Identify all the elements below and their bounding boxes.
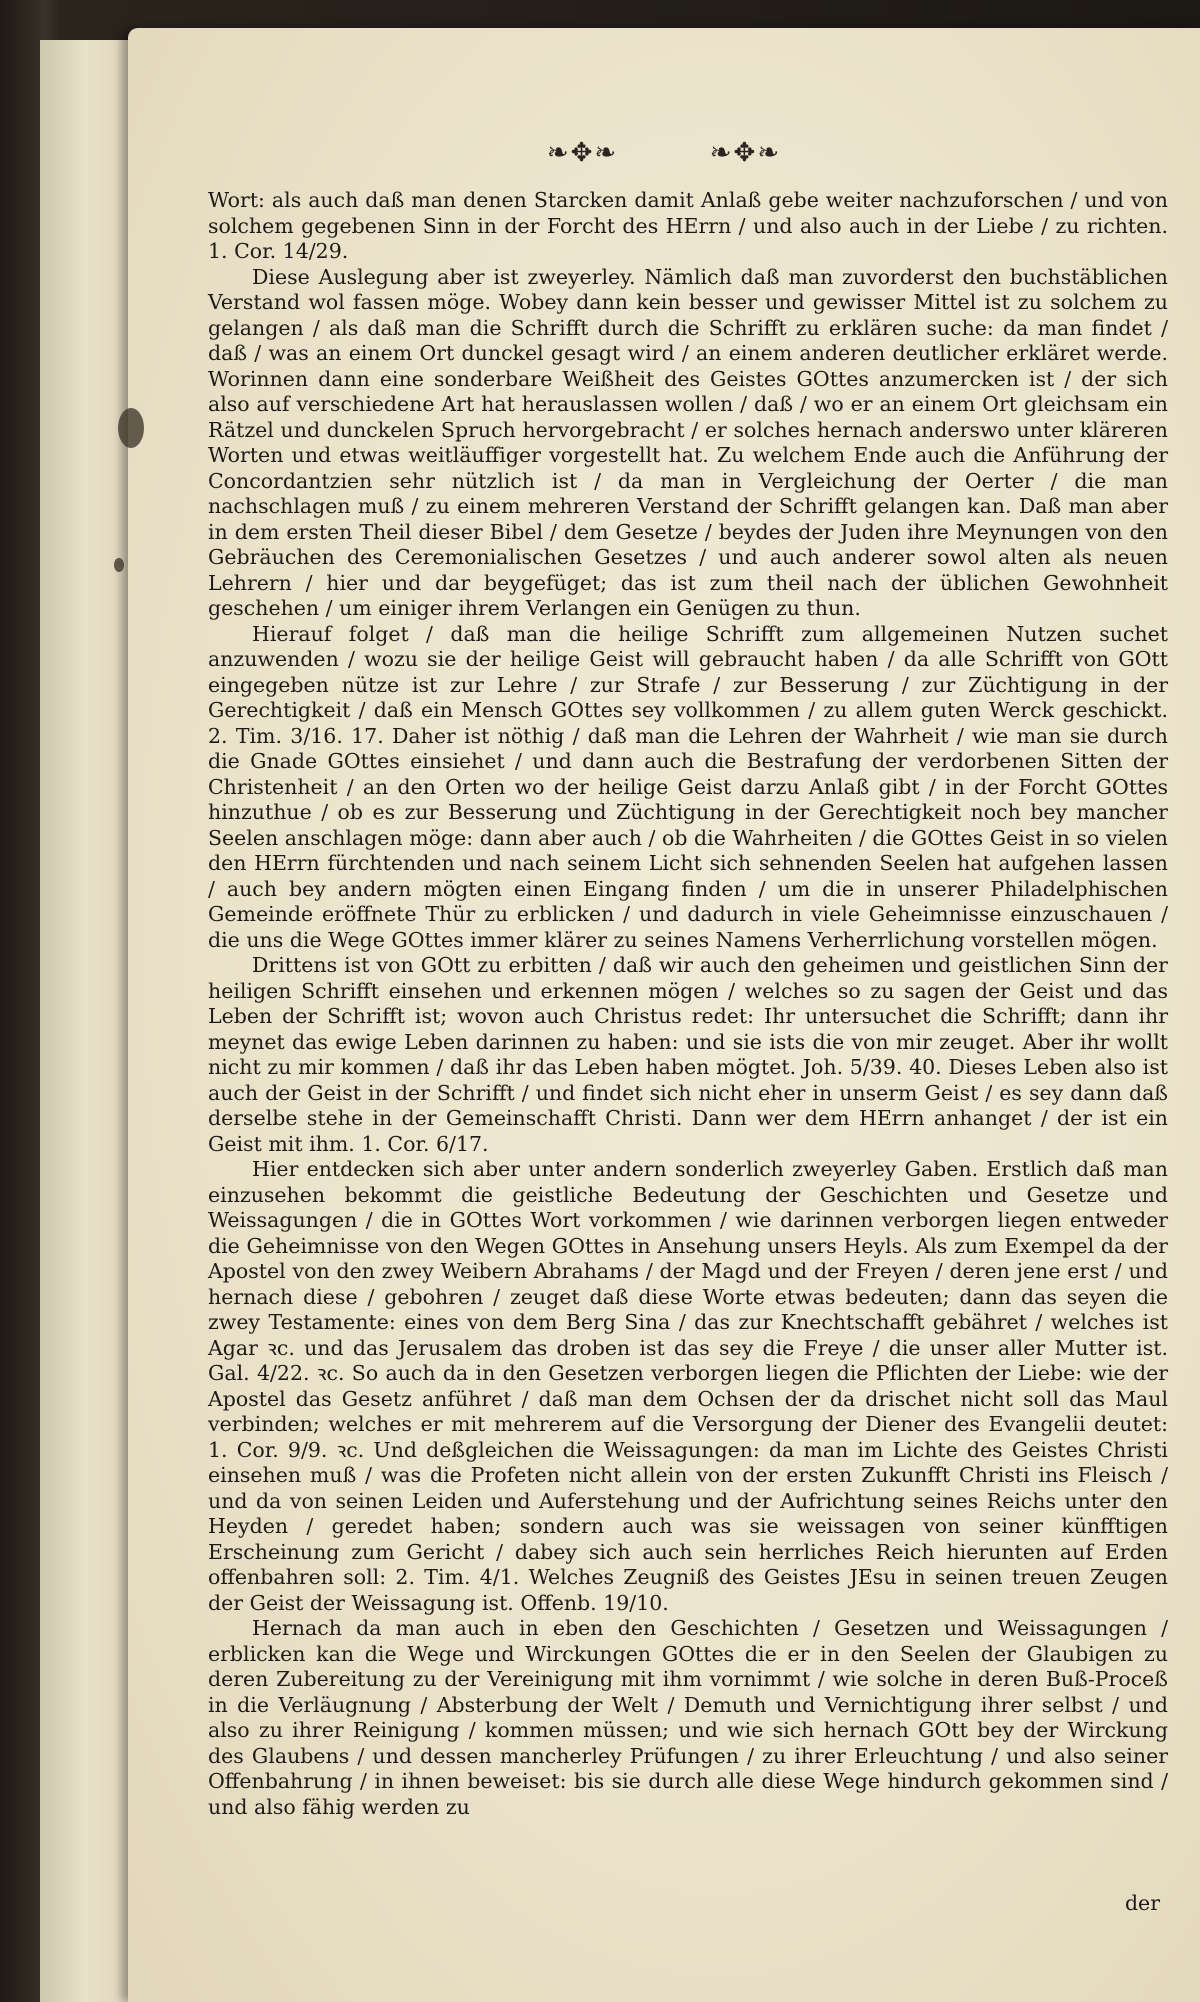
body-text	[208, 188, 1168, 1820]
paragraph-continuation: Wort: als auch daß man denen Starcken damit Anlaß gebe weiter nachzuforschen / und von solchem gegebenen Sinn in der Forcht des HErrn / und also auch in der Liebe / zu richten. 1. Cor. 14/29.	[208, 188, 1168, 263]
paragraph-drittens: Drittens ist von GOtt zu erbitten / daß wir auch den geheimen und geistlichen Sinn der heiligen Schrifft einsehen und erkennen mögen / welches so zu sagen der Geist und das Leben der Schrifft ist; wovon auch Christus redet: Ihr untersuchet die Schrifft; dann ihr meynet das ewige Leben darinnen zu haben: und sie ists die von mir zeuget. Aber ihr wollt nicht zu mir kommen / daß ihr das Leben haben mögtet. Joh. 5/39. 40. Dieses Leben also ist auch der Geist in der Schrifft / und findet sich nicht eher in unserm Geist / es sey dann daß derselbe stehe in der Gemeinschafft Christi. Dann wer dem HErrn anhanget / der ist ein Geist mit ihm. 1. Cor. 6/17.	[208, 953, 1168, 1156]
fleuron-right-icon: ❧✥❧	[709, 138, 782, 168]
paragraph-hernach: Hernach da man auch in eben den Geschichten / Gesetzen und Weissagungen / erblicken kan die Wege und Wirckungen GOttes die er in den Seelen der Glaubigen zu deren Zubereitung zu der Vereinigung mit ihm vornimmt / wie solche in deren Buß-Proceß in die Verläugnung / Absterbung der Welt / Demuth und Vernichtigung ihrer selbst / und also zu ihrer Reinigung / kommen müssen; und wie sich hernach GOtt bey der Wirckung des Glaubens / und dessen mancherley Prüfungen / zu ihrer Erleuchtung / und also seiner Offenbahrung / in ihnen beweiset: bis sie durch alle diese Wege hindurch gekommen sind / und also fähig werden zu	[208, 1616, 1168, 1819]
ink-stain	[114, 558, 124, 572]
fleuron-left-icon: ❧✥❧	[546, 138, 619, 168]
paragraph-auslegung: Diese Auslegung aber ist zweyerley. Nämlich daß man zuvorderst den buchstäblichen Verstand wol fassen möge. Wobey dann kein besser und gewisser Mittel ist zu solchem zu gelangen / als daß man die Schrifft durch die Schrifft zu erklären suche: da man findet / daß / was an einem Ort dunckel gesagt wird / an einem anderen deutlicher erkläret werde. Worinnen dann eine sonderbare Weißheit des Geistes GOttes anzumercken ist / der sich also auf verschiedene Art hat herauslassen wollen / daß / wo er an einem Ort gleichsam ein Rätzel und dunckelen Spruch hervorgebracht / er solches hernach anderswo unter kläreren Worten und etwas weitläuffiger vorgestellt hat. Zu welchem Ende auch die Anführung der Concordantzien sehr nützlich ist / da man in Vergleichung der Oerter / die man nachschlagen muß / zu einem mehreren Verstand der Schrifft gelangen kan. Daß man aber in dem ersten Theil dieser Bibel / dem Gesetze / beydes der Juden ihre Meynungen von den Gebräuchen des Ceremonialischen Gesetzes / und auch anderer sowol alten als neuen Lehrern / hier und dar beygefüget; das ist zum theil nach der üblichen Gewohnheit geschehen / um einiger ihrem Verlangen ein Genügen zu thun.	[208, 264, 1168, 620]
paragraph-gaben: Hier entdecken sich aber unter andern sonderlich zweyerley Gaben. Erstlich daß man einzusehen bekommt die geistliche Bedeutung der Geschichten und Gesetze und Weissagungen / die in GOttes Wort vorkommen / wie darinnen verborgen liegen entweder die Geheimnisse von den Wegen GOttes in Ansehung unsers Heyls. Als zum Exempel da der Apostel von den zwey Weibern Abrahams / der Magd und der Freyen / deren jene erst / und hernach diese / gebohren / zeuget daß diese Worte etwas bedeuten; dann das seyen die zwey Testamente: eines von dem Berg Sina / das zur Knechtschafft gebähret / welches ist Agar ꝛc. und das Jerusalem das droben ist das sey die Freye / die unser aller Mutter ist. Gal. 4/22. ꝛc. So auch da in den Gesetzen verborgen liegen die Pflichten der Liebe: wie der Apostel das Gesetz anführet / daß man dem Ochsen der da drischet nicht soll das Maul verbinden; welches er mit mehrerem auf die Versorgung der Diener des Evangelii deutet: 1. Cor. 9/9. ꝛc. Und deßgleichen die Weissagungen: da man im Lichte des Geistes Christi einsehen muß / was die Profeten nicht allein von der ersten Zukunfft Christi ins Fleisch / und da von seinen Leiden und Auferstehung und der Aufrichtung seines Reichs unter den Heyden / geredet haben; sondern auch was sie weissagen von seiner künfftigen Erscheinung zum Gericht / dabey sich auch sein herrliches Reich hierunten auf Erden offenbahren soll: 2. Tim. 4/1. Welches Zeugniß des Geistes JEsu in seinen treuen Zeugen der Geist der Weissagung ist. Offenb. 19/10.	[208, 1157, 1168, 1615]
book-page	[128, 28, 1200, 2002]
page-header-ornaments	[128, 134, 1200, 169]
ink-stain	[118, 408, 144, 448]
catchword: der	[1124, 1891, 1160, 1915]
paragraph-anwendung: Hierauf folget / daß man die heilige Schrifft zum allgemeinen Nutzen suchet anzuwenden / wozu sie der heilige Geist will gebraucht haben / da alle Schrifft von GOtt eingegeben nütze ist zur Lehre / zur Strafe / zur Besserung / zur Züchtigung in der Gerechtigkeit / daß ein Mensch GOttes sey vollkommen / zu allem guten Werck geschickt. 2. Tim. 3/16. 17. Daher ist nöthig / daß man die Lehren der Wahrheit / wie man sie durch die Gnade GOttes einsiehet / und dann auch die Bestrafung der verdorbenen Sitten der Christenheit / an den Orten wo der heilige Geist darzu Anlaß gibt / in der Forcht GOttes hinzuthue / ob es zur Besserung und Züchtigung in der Gerechtigkeit noch bey mancher Seelen anschlagen möge: dann aber auch / ob die Wahrheiten / die GOttes Geist in so vielen den HErrn fürchtenden und nach seinem Licht sich sehnenden Seelen hat aufgehen lassen / auch bey andern mögten einen Eingang finden / um die in unserer Philadelphischen Gemeinde eröffnete Thür zu erblicken / und dadurch in viele Geheimnisse einzuschauen / die uns die Wege GOttes immer klärer zu seines Namens Verherrlichung vorstellen mögen.	[208, 621, 1168, 952]
